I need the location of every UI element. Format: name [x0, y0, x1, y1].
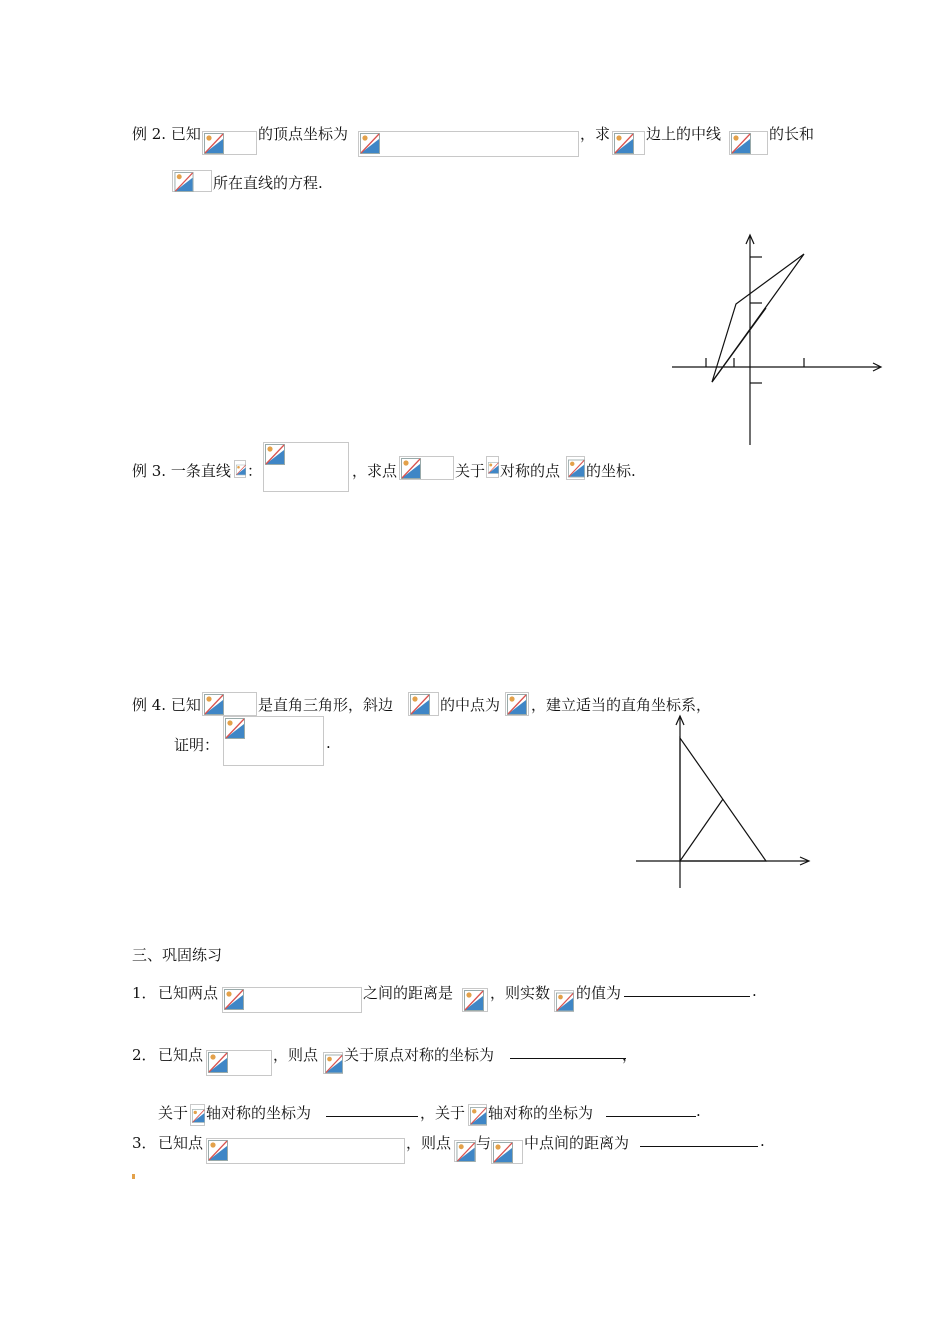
q1-text-1: 已知两点 — [158, 984, 219, 1002]
answer-blank[interactable] — [606, 1116, 696, 1117]
section-title: 三、巩固练习 — [132, 946, 223, 964]
broken-image-icon — [507, 694, 527, 715]
formula-image — [172, 170, 212, 192]
broken-image-icon — [488, 458, 499, 478]
ex3-text-6: 的坐标. — [586, 462, 636, 480]
ex4-text-6: . — [326, 734, 331, 752]
ex4-text-3: 的中点为 — [440, 696, 501, 714]
q3-text-5: . — [760, 1132, 765, 1150]
formula-image — [202, 131, 257, 155]
broken-image-icon — [208, 1052, 228, 1073]
formula-image — [190, 1104, 205, 1126]
right-triangle-figure — [632, 712, 814, 890]
broken-image-icon — [493, 1142, 513, 1163]
ex3-text-1: 例 3. 一条直线 — [132, 462, 231, 480]
formula-image — [612, 131, 645, 155]
marker-dot — [132, 1174, 135, 1179]
broken-image-icon — [265, 444, 285, 465]
broken-image-icon — [204, 133, 224, 154]
broken-image-icon — [192, 1106, 205, 1126]
broken-image-icon — [208, 1140, 228, 1161]
ex3-text-3: ，求点 — [352, 462, 398, 480]
ex2-text-1: 例 2. 已知 — [132, 125, 201, 143]
q2-text-7: ，关于 — [420, 1104, 466, 1122]
broken-image-icon — [401, 458, 421, 479]
ex3-text-5: 对称的点 — [500, 462, 561, 480]
formula-image — [222, 987, 362, 1013]
broken-image-icon — [325, 1054, 343, 1074]
broken-image-icon — [224, 989, 244, 1010]
ex4-text-1: 例 4. 已知 — [132, 696, 201, 714]
formula-image — [408, 692, 439, 716]
q2-text-4: ， — [622, 1046, 638, 1064]
broken-image-icon — [470, 1106, 487, 1126]
formula-image — [462, 988, 488, 1012]
ex4-text-5: 证明： — [174, 736, 220, 754]
q1-text-2: 之间的距离是 — [363, 984, 454, 1002]
ex2-text-3: ，求 — [580, 125, 611, 143]
formula-image — [234, 460, 246, 478]
formula-image — [491, 1140, 523, 1164]
answer-blank[interactable] — [624, 996, 750, 997]
formula-image — [399, 456, 454, 480]
broken-image-icon — [456, 1142, 476, 1162]
broken-image-icon — [731, 133, 751, 154]
q2-text-2: ，则点 — [273, 1046, 319, 1064]
broken-image-icon — [360, 133, 380, 154]
q3-text-1: 已知点 — [158, 1134, 204, 1152]
q2-text-1: 已知点 — [158, 1046, 204, 1064]
ex4-text-2: 是直角三角形，斜边 — [258, 696, 394, 714]
ex2-text-2: 的顶点坐标为 — [258, 125, 349, 143]
formula-image — [505, 692, 529, 716]
q3-number: 3． — [132, 1134, 157, 1152]
q1-text-3: ，则实数 — [490, 984, 551, 1002]
ex2-text-5: 的长和 — [769, 125, 815, 143]
q2-text-9: . — [696, 1102, 701, 1120]
formula-image — [358, 131, 579, 157]
formula-image — [223, 716, 324, 766]
q2-text-5: 关于 — [158, 1104, 189, 1122]
formula-image — [454, 1140, 476, 1162]
q1-number: 1． — [132, 984, 157, 1002]
broken-image-icon — [568, 458, 585, 479]
q3-text-4: 中点间的距离为 — [524, 1134, 630, 1152]
q3-text-3: 与 — [476, 1134, 492, 1152]
formula-image — [263, 442, 349, 492]
q1-text-5: . — [752, 982, 757, 1000]
triangle-median-figure — [668, 230, 890, 450]
answer-blank[interactable] — [326, 1116, 418, 1117]
ex4-text-4: ，建立适当的直角坐标系， — [531, 696, 712, 714]
q2-text-8: 轴对称的坐标为 — [488, 1104, 594, 1122]
q3-text-2: ，则点 — [406, 1134, 452, 1152]
broken-image-icon — [204, 694, 224, 715]
formula-image — [206, 1138, 405, 1164]
q2-text-3: 关于原点对称的坐标为 — [344, 1046, 495, 1064]
broken-image-icon — [410, 694, 430, 715]
answer-blank[interactable] — [640, 1146, 758, 1147]
formula-image — [554, 990, 574, 1012]
formula-image — [468, 1104, 487, 1126]
broken-image-icon — [225, 718, 245, 739]
formula-image — [206, 1050, 272, 1076]
formula-image — [729, 131, 768, 155]
formula-image — [323, 1052, 343, 1074]
broken-image-icon — [174, 172, 194, 192]
formula-image — [486, 456, 499, 478]
formula-image — [566, 456, 585, 480]
broken-image-icon — [464, 990, 484, 1011]
ex2-text-6: 所在直线的方程. — [213, 174, 323, 192]
q2-number: 2． — [132, 1046, 157, 1064]
broken-image-icon — [614, 133, 634, 154]
broken-image-icon — [236, 462, 246, 478]
broken-image-icon — [556, 992, 574, 1012]
ex3-text-2: ： — [247, 462, 263, 480]
q1-text-4: 的值为 — [576, 984, 622, 1002]
q2-text-6: 轴对称的坐标为 — [206, 1104, 312, 1122]
answer-blank[interactable] — [510, 1058, 626, 1059]
ex3-text-4: 关于 — [455, 462, 486, 480]
formula-image — [202, 692, 257, 716]
ex2-text-4: 边上的中线 — [646, 125, 722, 143]
